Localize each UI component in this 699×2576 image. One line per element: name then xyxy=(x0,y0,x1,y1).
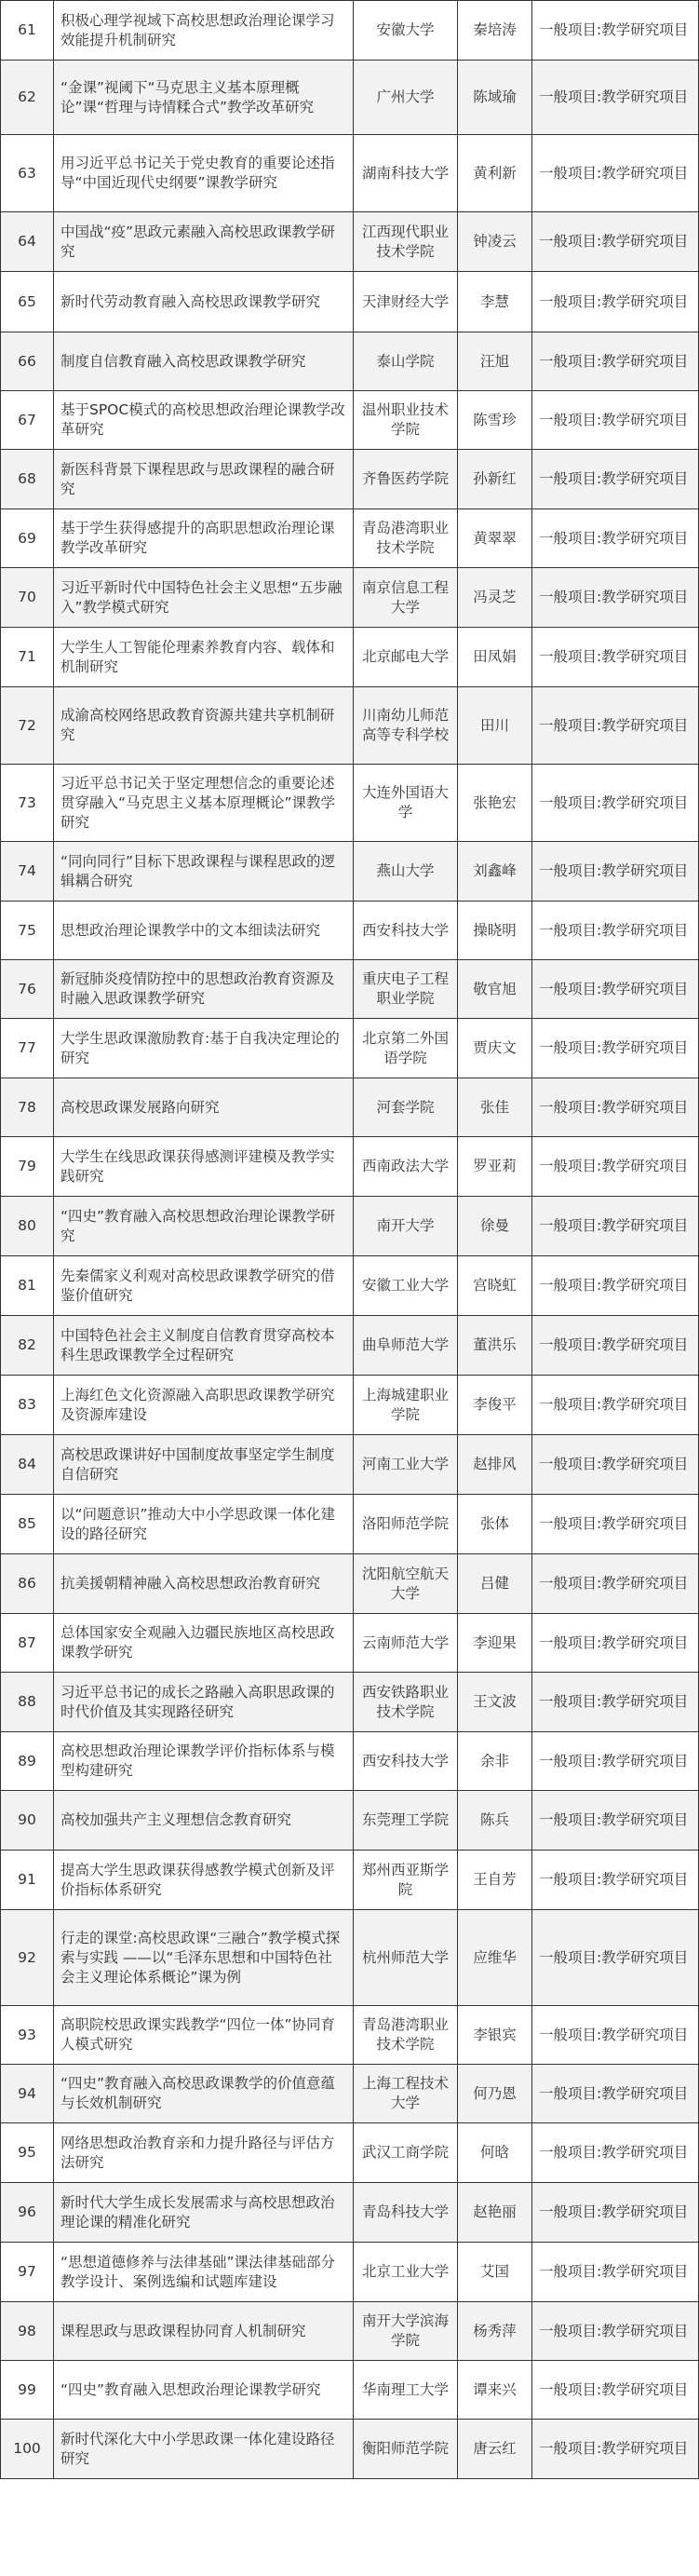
project-title: 习近平新时代中国特色社会主义思想“五步融入”教学模式研究 xyxy=(54,568,354,627)
project-leader: 陈雪珍 xyxy=(458,391,532,449)
row-number: 72 xyxy=(0,687,54,764)
row-number: 90 xyxy=(0,1791,54,1850)
project-leader: 冯灵芝 xyxy=(458,568,532,627)
table-row xyxy=(0,628,699,687)
school-name: 天津财经大学 xyxy=(354,272,458,332)
table-row xyxy=(0,1078,699,1137)
school-name: 青岛港湾职业技术学院 xyxy=(354,2006,458,2064)
row-number: 83 xyxy=(0,1376,54,1434)
project-leader: 秦培涛 xyxy=(458,1,532,60)
school-name: 郑州西亚斯学院 xyxy=(354,1851,458,1909)
row-number: 84 xyxy=(0,1435,54,1494)
row-number: 89 xyxy=(0,1732,54,1790)
project-title: 新时代劳动教育融入高校思政课教学研究 xyxy=(54,272,354,332)
project-leader: 杨秀萍 xyxy=(458,2302,532,2360)
school-name: 沈阳航空航天大学 xyxy=(354,1554,458,1613)
table-row xyxy=(0,902,699,960)
project-title: 新时代深化大中小学思政课一体化建设路径研究 xyxy=(54,2420,354,2478)
table-row xyxy=(0,842,699,902)
project-leader: 李慧 xyxy=(458,272,532,332)
row-number: 74 xyxy=(0,842,54,901)
school-name: 洛阳师范学院 xyxy=(354,1495,458,1553)
school-name: 温州职业技术学院 xyxy=(354,391,458,449)
project-type: 一般项目:教学研究项目 xyxy=(532,1316,699,1375)
row-number: 91 xyxy=(0,1851,54,1909)
row-number: 65 xyxy=(0,272,54,332)
project-title: 高校加强共产主义理想信念教育研究 xyxy=(54,1791,354,1850)
row-number: 68 xyxy=(0,450,54,508)
school-name: 安徽大学 xyxy=(354,1,458,60)
school-name: 北京邮电大学 xyxy=(354,628,458,686)
school-name: 南开大学 xyxy=(354,1197,458,1255)
table-row xyxy=(0,2243,699,2302)
row-number: 86 xyxy=(0,1554,54,1613)
project-title: “金课”视阈下“马克思主义基本原理概论”课“哲理与诗情糅合式”教学改革研究 xyxy=(54,61,354,134)
project-type: 一般项目:教学研究项目 xyxy=(532,61,699,134)
table-row xyxy=(0,1495,699,1554)
project-leader: 李俊平 xyxy=(458,1376,532,1434)
project-type: 一般项目:教学研究项目 xyxy=(532,1673,699,1731)
school-name: 武汉工商学院 xyxy=(354,2123,458,2182)
table-row xyxy=(0,2361,699,2420)
project-title: 制度自信教育融入高校思政课教学研究 xyxy=(54,332,354,390)
project-leader: 敬官旭 xyxy=(458,960,532,1018)
project-leader: 唐云红 xyxy=(458,2420,532,2478)
project-leader: 汪旭 xyxy=(458,332,532,390)
project-leader: 田川 xyxy=(458,687,532,764)
row-number: 76 xyxy=(0,960,54,1018)
project-type: 一般项目:教学研究项目 xyxy=(532,765,699,841)
project-leader: 贾庆文 xyxy=(458,1019,532,1078)
school-name: 杭州师范大学 xyxy=(354,1910,458,2005)
project-title: 高校思想政治理论课教学评价指标体系与模型构建研究 xyxy=(54,1732,354,1790)
school-name: 湖南科技大学 xyxy=(354,135,458,211)
table-row xyxy=(0,960,699,1019)
row-number: 79 xyxy=(0,1137,54,1196)
project-type: 一般项目:教学研究项目 xyxy=(532,1791,699,1850)
table-row xyxy=(0,2302,699,2361)
project-title: 提高大学生思政课获得感教学模式创新及评价指标体系研究 xyxy=(54,1851,354,1909)
project-type: 一般项目:教学研究项目 xyxy=(532,2123,699,2182)
school-name: 华南理工大学 xyxy=(354,2361,458,2419)
project-title: 高校思政课讲好中国制度故事坚定学生制度自信研究 xyxy=(54,1435,354,1494)
project-title: 基于SPOC模式的高校思想政治理论课教学改革研究 xyxy=(54,391,354,449)
project-leader: 应维华 xyxy=(458,1910,532,2005)
project-leader: 罗亚莉 xyxy=(458,1137,532,1196)
project-title: 课程思政与思政课程协同育人机制研究 xyxy=(54,2302,354,2360)
table-row xyxy=(0,135,699,212)
project-type: 一般项目:教学研究项目 xyxy=(532,450,699,508)
table-row xyxy=(0,509,699,568)
project-leader: 操晓明 xyxy=(458,902,532,959)
project-title: “思想道德修养与法律基础”课法律基础部分教学设计、案例选编和试题库建设 xyxy=(54,2243,354,2301)
table-row xyxy=(0,568,699,628)
row-number: 73 xyxy=(0,765,54,841)
project-leader: 刘鑫峰 xyxy=(458,842,532,901)
project-title: 大学生思政课激励教育:基于自我决定理论的研究 xyxy=(54,1019,354,1078)
project-title: “四史”教育融入高校思政课教学的价值意蕴与长效机制研究 xyxy=(54,2065,354,2122)
project-type: 一般项目:教学研究项目 xyxy=(532,628,699,686)
table-row xyxy=(0,2183,699,2243)
project-leader: 宫晓虹 xyxy=(458,1256,532,1315)
table-row xyxy=(0,272,699,332)
project-type: 一般项目:教学研究项目 xyxy=(532,2302,699,2360)
table-row xyxy=(0,1435,699,1495)
table-row xyxy=(0,0,699,61)
project-leader: 余非 xyxy=(458,1732,532,1790)
project-type: 一般项目:教学研究项目 xyxy=(532,135,699,211)
school-name: 北京工业大学 xyxy=(354,2243,458,2301)
project-title: 大学生人工智能伦理素养教育内容、载体和机制研究 xyxy=(54,628,354,686)
school-name: 广州大学 xyxy=(354,61,458,134)
school-name: 上海工程技术大学 xyxy=(354,2065,458,2122)
row-number: 75 xyxy=(0,902,54,959)
project-type: 一般项目:教学研究项目 xyxy=(532,1495,699,1553)
project-leader: 赵排风 xyxy=(458,1435,532,1494)
project-type: 一般项目:教学研究项目 xyxy=(532,2006,699,2064)
row-number: 99 xyxy=(0,2361,54,2419)
row-number: 85 xyxy=(0,1495,54,1553)
row-number: 69 xyxy=(0,509,54,567)
school-name: 青岛科技大学 xyxy=(354,2183,458,2242)
school-name: 河南工业大学 xyxy=(354,1435,458,1494)
project-title: 中国战“疫”思政元素融入高校思政课教学研究 xyxy=(54,212,354,271)
project-type: 一般项目:教学研究项目 xyxy=(532,568,699,627)
table-row xyxy=(0,1851,699,1910)
project-title: “四史”教育融入高校思想政治理论课教学研究 xyxy=(54,1197,354,1255)
project-title: 网络思想政治教育亲和力提升路径与评估方法研究 xyxy=(54,2123,354,2182)
project-leader: 谭来兴 xyxy=(458,2361,532,2419)
project-type: 一般项目:教学研究项目 xyxy=(532,1078,699,1136)
table-row xyxy=(0,1197,699,1256)
row-number: 71 xyxy=(0,628,54,686)
table-row xyxy=(0,2123,699,2183)
project-title: 先秦儒家义利观对高校思政课教学研究的借鉴价值研究 xyxy=(54,1256,354,1315)
project-leader: 张艳宏 xyxy=(458,765,532,841)
project-type: 一般项目:教学研究项目 xyxy=(532,1137,699,1196)
school-name: 西安科技大学 xyxy=(354,1732,458,1790)
project-leader: 何晗 xyxy=(458,2123,532,2182)
school-name: 燕山大学 xyxy=(354,842,458,901)
project-leader: 张体 xyxy=(458,1495,532,1553)
project-type: 一般项目:教学研究项目 xyxy=(532,1435,699,1494)
project-type: 一般项目:教学研究项目 xyxy=(532,1197,699,1255)
project-type: 一般项目:教学研究项目 xyxy=(532,2420,699,2478)
project-title: 成渝高校网络思政教育资源共建共享机制研究 xyxy=(54,687,354,764)
project-type: 一般项目:教学研究项目 xyxy=(532,272,699,332)
school-name: 西安科技大学 xyxy=(354,902,458,959)
project-type: 一般项目:教学研究项目 xyxy=(532,1851,699,1909)
project-title: 高校思政课发展路向研究 xyxy=(54,1078,354,1136)
project-type: 一般项目:教学研究项目 xyxy=(532,687,699,764)
row-number: 63 xyxy=(0,135,54,211)
project-type: 一般项目:教学研究项目 xyxy=(532,902,699,959)
school-name: 青岛港湾职业技术学院 xyxy=(354,509,458,567)
project-leader: 陈兵 xyxy=(458,1791,532,1850)
table-row xyxy=(0,1732,699,1791)
table-row xyxy=(0,765,699,842)
project-title: “四史”教育融入思想政治理论课教学研究 xyxy=(54,2361,354,2419)
project-leader: 孙新红 xyxy=(458,450,532,508)
project-type: 一般项目:教学研究项目 xyxy=(532,1,699,60)
project-title: 用习近平总书记关于党史教育的重要论述指导“中国近现代史纲要”课教学研究 xyxy=(54,135,354,211)
table-row xyxy=(0,2065,699,2123)
row-number: 88 xyxy=(0,1673,54,1731)
school-name: 南京信息工程大学 xyxy=(354,568,458,627)
table-row xyxy=(0,61,699,135)
project-leader: 陈域瑜 xyxy=(458,61,532,134)
project-leader: 吕健 xyxy=(458,1554,532,1613)
row-number: 78 xyxy=(0,1078,54,1136)
school-name: 南开大学滨海学院 xyxy=(354,2302,458,2360)
project-leader: 李迎果 xyxy=(458,1614,532,1672)
project-type: 一般项目:教学研究项目 xyxy=(532,1614,699,1672)
project-leader: 李银宾 xyxy=(458,2006,532,2064)
project-title: 基于学生获得感提升的高职思想政治理论课教学改革研究 xyxy=(54,509,354,567)
school-name: 西安铁路职业技术学院 xyxy=(354,1673,458,1731)
school-name: 曲阜师范大学 xyxy=(354,1316,458,1375)
project-title: 习近平总书记关于坚定理想信念的重要论述贯穿融入“马克思主义基本原理概论”课教学研究 xyxy=(54,765,354,841)
table-row xyxy=(0,1673,699,1732)
school-name: 东莞理工学院 xyxy=(354,1791,458,1850)
table-row xyxy=(0,1910,699,2006)
row-number: 80 xyxy=(0,1197,54,1255)
school-name: 川南幼儿师范高等专科学校 xyxy=(354,687,458,764)
project-leader: 徐曼 xyxy=(458,1197,532,1255)
project-type: 一般项目:教学研究项目 xyxy=(532,2183,699,2242)
project-title: 行走的课堂:高校思政课“三融合”教学模式探索与实践 ——以“毛泽东思想和中国特色社会主义理论体系概论”课为例 xyxy=(54,1910,354,2005)
project-type: 一般项目:教学研究项目 xyxy=(532,2361,699,2419)
row-number: 94 xyxy=(0,2065,54,2122)
project-leader: 艾国 xyxy=(458,2243,532,2301)
row-number: 67 xyxy=(0,391,54,449)
project-type: 一般项目:教学研究项目 xyxy=(532,1376,699,1434)
school-name: 云南师范大学 xyxy=(354,1614,458,1672)
project-type: 一般项目:教学研究项目 xyxy=(532,2065,699,2122)
project-type: 一般项目:教学研究项目 xyxy=(532,2243,699,2301)
table-row xyxy=(0,1791,699,1851)
project-type: 一般项目:教学研究项目 xyxy=(532,1554,699,1613)
project-leader: 何乃恩 xyxy=(458,2065,532,2122)
project-title: 高职院校思政课实践教学“四位一体”协同育人模式研究 xyxy=(54,2006,354,2064)
school-name: 江西现代职业技术学院 xyxy=(354,212,458,271)
project-title: 积极心理学视域下高校思想政治理论课学习效能提升机制研究 xyxy=(54,1,354,60)
school-name: 齐鲁医药学院 xyxy=(354,450,458,508)
school-name: 上海城建职业学院 xyxy=(354,1376,458,1434)
project-leader: 钟凌云 xyxy=(458,212,532,271)
school-name: 安徽工业大学 xyxy=(354,1256,458,1315)
project-type: 一般项目:教学研究项目 xyxy=(532,212,699,271)
table-row xyxy=(0,450,699,509)
project-type: 一般项目:教学研究项目 xyxy=(532,509,699,567)
project-title: 新时代大学生成长发展需求与高校思想政治理论课的精准化研究 xyxy=(54,2183,354,2242)
school-name: 泰山学院 xyxy=(354,332,458,390)
table-row xyxy=(0,1316,699,1376)
row-number: 92 xyxy=(0,1910,54,2005)
project-leader: 张佳 xyxy=(458,1078,532,1136)
row-number: 66 xyxy=(0,332,54,390)
project-type: 一般项目:教学研究项目 xyxy=(532,332,699,390)
project-leader: 黄利新 xyxy=(458,135,532,211)
row-number: 98 xyxy=(0,2302,54,2360)
project-leader: 王文波 xyxy=(458,1673,532,1731)
project-title: 上海红色文化资源融入高职思政课教学研究及资源库建设 xyxy=(54,1376,354,1434)
row-number: 81 xyxy=(0,1256,54,1315)
row-number: 97 xyxy=(0,2243,54,2301)
project-leader: 王自芳 xyxy=(458,1851,532,1909)
table-row xyxy=(0,332,699,391)
project-title: 思想政治理论课教学中的文本细读法研究 xyxy=(54,902,354,959)
table-row xyxy=(0,212,699,272)
project-title: 中国特色社会主义制度自信教育贯穿高校本科生思政课教学全过程研究 xyxy=(54,1316,354,1375)
table-row xyxy=(0,687,699,765)
project-type: 一般项目:教学研究项目 xyxy=(532,842,699,901)
project-type: 一般项目:教学研究项目 xyxy=(532,1910,699,2005)
row-number: 95 xyxy=(0,2123,54,2182)
project-leader: 董洪乐 xyxy=(458,1316,532,1375)
project-title: 大学生在线思政课获得感测评建模及教学实践研究 xyxy=(54,1137,354,1196)
school-name: 大连外国语大学 xyxy=(354,765,458,841)
school-name: 西南政法大学 xyxy=(354,1137,458,1196)
row-number: 87 xyxy=(0,1614,54,1672)
row-number: 96 xyxy=(0,2183,54,2242)
project-type: 一般项目:教学研究项目 xyxy=(532,960,699,1018)
row-number: 61 xyxy=(0,1,54,60)
project-title: 新冠肺炎疫情防控中的思想政治教育资源及时融入思政课教学研究 xyxy=(54,960,354,1018)
table-row xyxy=(0,1137,699,1197)
row-number: 70 xyxy=(0,568,54,627)
row-number: 77 xyxy=(0,1019,54,1078)
project-title: 以“问题意识”推动大中小学思政课一体化建设的路径研究 xyxy=(54,1495,354,1553)
project-leader: 赵艳丽 xyxy=(458,2183,532,2242)
project-type: 一般项目:教学研究项目 xyxy=(532,1019,699,1078)
project-leader: 田凤娟 xyxy=(458,628,532,686)
project-type: 一般项目:教学研究项目 xyxy=(532,1256,699,1315)
table-row xyxy=(0,1554,699,1614)
table-row xyxy=(0,1614,699,1673)
project-title: 新医科背景下课程思政与思政课程的融合研究 xyxy=(54,450,354,508)
project-leader: 黄翠翠 xyxy=(458,509,532,567)
table-row xyxy=(0,1376,699,1435)
school-name: 河套学院 xyxy=(354,1078,458,1136)
table-row xyxy=(0,2420,699,2479)
project-title: 习近平总书记的成长之路融入高职思政课的时代价值及其实现路径研究 xyxy=(54,1673,354,1731)
row-number: 100 xyxy=(0,2420,54,2478)
row-number: 82 xyxy=(0,1316,54,1375)
row-number: 64 xyxy=(0,212,54,271)
school-name: 北京第二外国语学院 xyxy=(354,1019,458,1078)
table-row xyxy=(0,1019,699,1078)
row-number: 62 xyxy=(0,61,54,134)
project-type: 一般项目:教学研究项目 xyxy=(532,1732,699,1790)
project-type: 一般项目:教学研究项目 xyxy=(532,391,699,449)
row-number: 93 xyxy=(0,2006,54,2064)
table-row xyxy=(0,391,699,450)
school-name: 重庆电子工程职业学院 xyxy=(354,960,458,1018)
project-title: 抗美援朝精神融入高校思想政治教育研究 xyxy=(54,1554,354,1613)
table-row xyxy=(0,2006,699,2065)
school-name: 衡阳师范学院 xyxy=(354,2420,458,2478)
table-row xyxy=(0,1256,699,1316)
project-title: 总体国家安全观融入边疆民族地区高校思政课教学研究 xyxy=(54,1614,354,1672)
project-title: “同向同行”目标下思政课程与课程思政的逻辑耦合研究 xyxy=(54,842,354,901)
